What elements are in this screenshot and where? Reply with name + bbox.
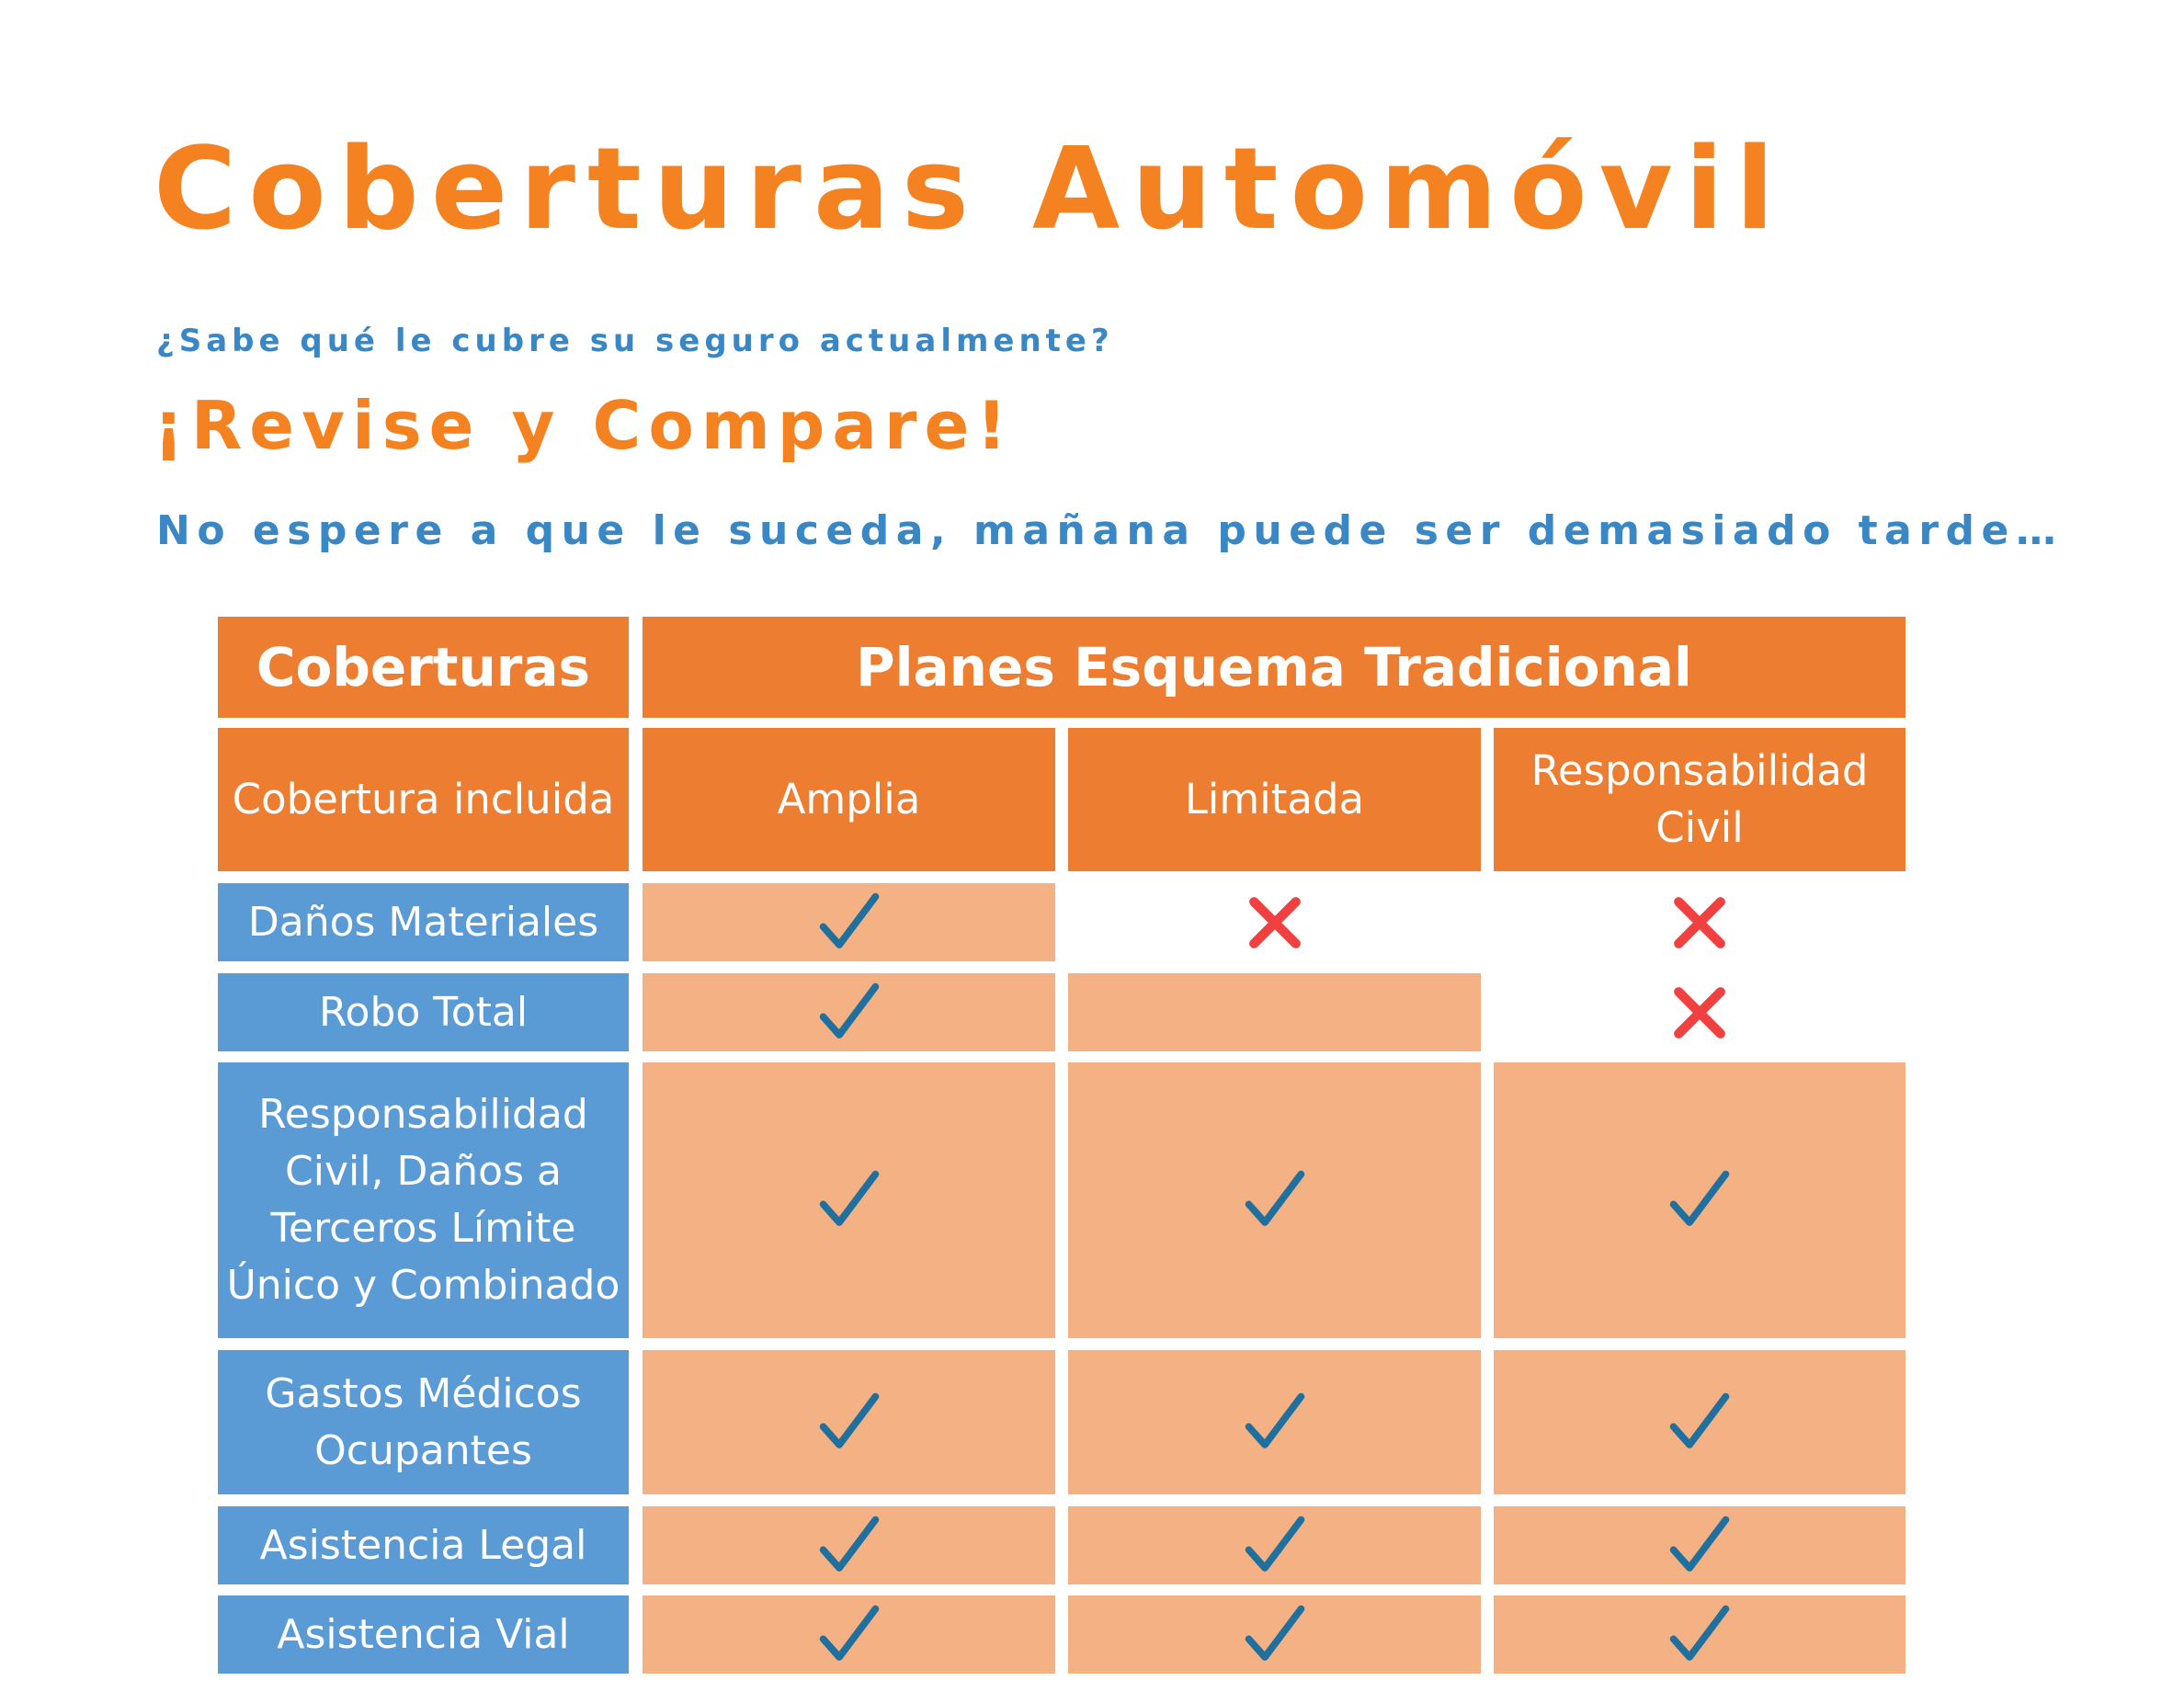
cell-asistencia-vial-responsabilidad <box>1494 1595 1905 1674</box>
check-icon <box>1667 1603 1732 1667</box>
column-header-coverage-included <box>218 728 629 871</box>
row-label-asistencia-legal <box>218 1506 629 1584</box>
cell-asistencia-legal-limitada <box>1068 1506 1481 1584</box>
cell-responsabilidad-terceros-amplia <box>643 1062 1055 1338</box>
row-label-responsabilidad-civil-terceros <box>218 1062 629 1338</box>
row-label-text: Gastos Médicos Ocupantes <box>265 1369 582 1474</box>
check-icon <box>1243 1603 1307 1667</box>
check-icon <box>1667 1391 1732 1455</box>
check-icon <box>1243 1168 1307 1232</box>
subtitle-question: ¿Sabe qué le cubre su seguro actualmente? <box>156 323 1114 359</box>
cell-robo-total-responsabilidad <box>1494 973 1905 1051</box>
check-icon <box>817 1168 882 1232</box>
check-icon <box>817 891 882 955</box>
check-icon <box>1243 1514 1307 1578</box>
check-icon <box>1243 1391 1307 1455</box>
cross-icon <box>1671 984 1728 1041</box>
cell-danos-materiales-limitada <box>1068 883 1481 961</box>
cell-gastos-medicos-limitada <box>1068 1350 1481 1494</box>
cross-icon <box>1671 894 1728 951</box>
check-icon <box>817 1514 882 1578</box>
compare-heading: ¡Revise y Compare! <box>154 387 1015 464</box>
table-header-coverages <box>218 617 629 718</box>
row-label-asistencia-vial <box>218 1595 629 1674</box>
column-header-amplia-label: Amplia <box>777 775 921 823</box>
cell-robo-total-limitada <box>1068 973 1481 1051</box>
cell-danos-materiales-amplia <box>643 883 1055 961</box>
cell-gastos-medicos-responsabilidad <box>1494 1350 1905 1494</box>
check-icon <box>817 981 882 1045</box>
row-label-text: Responsabilidad Civil, Daños a Terceros Límite Único y Combinado <box>226 1091 620 1309</box>
cross-icon <box>1246 894 1303 951</box>
cell-danos-materiales-responsabilidad <box>1494 883 1905 961</box>
check-icon <box>817 1603 882 1667</box>
warning-text: No espere a que le suceda, mañana puede ser demasiado tarde… <box>156 507 2064 554</box>
row-label-gastos-medicos <box>218 1350 629 1494</box>
cell-responsabilidad-terceros-limitada <box>1068 1062 1481 1338</box>
cell-gastos-medicos-amplia <box>643 1350 1055 1494</box>
row-label-robo-total <box>218 973 629 1051</box>
cell-responsabilidad-terceros-responsabilidad <box>1494 1062 1905 1338</box>
row-label-text: Asistencia Legal <box>259 1521 587 1569</box>
table-header-coverages-label: Coberturas <box>256 636 591 698</box>
cell-robo-total-amplia <box>643 973 1055 1051</box>
check-icon <box>817 1391 882 1455</box>
cell-asistencia-vial-amplia <box>643 1595 1055 1674</box>
cell-asistencia-vial-limitada <box>1068 1595 1481 1674</box>
table-header-plans-label: Planes Esquema Tradicional <box>856 636 1692 698</box>
row-label-text: Daños Materiales <box>247 898 599 946</box>
cell-asistencia-legal-amplia <box>643 1506 1055 1584</box>
row-label-text: Robo Total <box>318 988 529 1036</box>
row-label-text: Asistencia Vial <box>277 1610 570 1658</box>
column-header-coverage-included-label: Cobertura incluida <box>232 775 615 823</box>
column-header-limitada-label: Limitada <box>1184 775 1365 823</box>
column-header-responsabilidad-civil <box>1494 728 1905 871</box>
cell-asistencia-legal-responsabilidad <box>1494 1506 1905 1584</box>
column-header-responsabilidad-civil-label: Responsabilidad Civil <box>1530 746 1869 852</box>
check-icon <box>1667 1168 1732 1232</box>
table-header-plans <box>643 617 1905 718</box>
check-icon <box>1667 1514 1732 1578</box>
row-label-danos-materiales <box>218 883 629 961</box>
column-header-amplia <box>643 728 1055 871</box>
page-title: Coberturas Automóvil <box>154 124 1787 255</box>
column-header-limitada <box>1068 728 1481 871</box>
